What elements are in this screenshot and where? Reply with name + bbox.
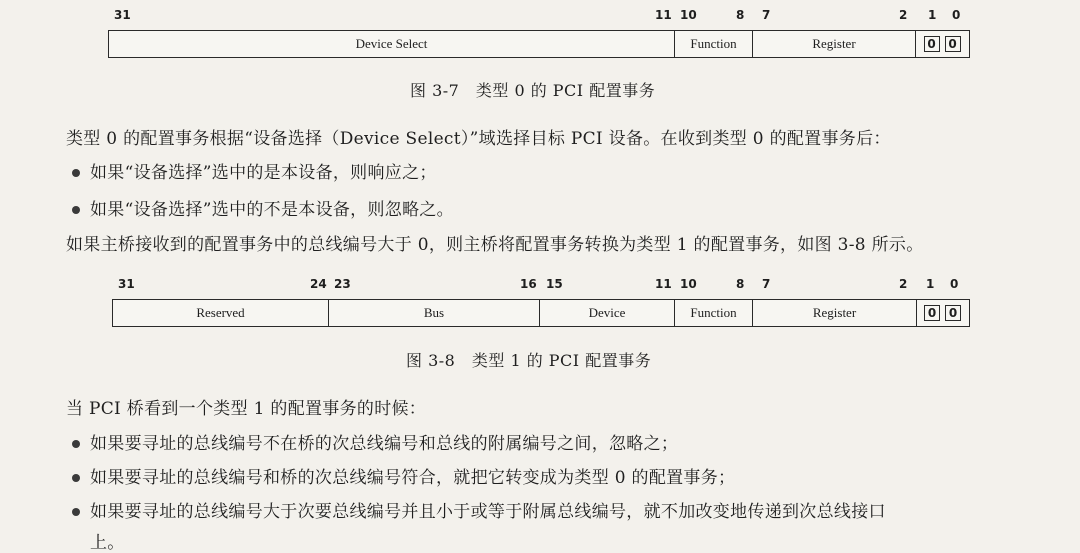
paragraph: 如果主桥接收到的配置事务中的总线编号大于 0，则主桥将配置事务转换为类型 1 的配置事务，如图 3-8 所示。 (66, 235, 924, 255)
bit-number: 10 (680, 277, 697, 291)
bit-numbers-row (0, 8, 1080, 28)
bit-number: 24 (310, 277, 327, 291)
bit-number: 0 (952, 8, 961, 22)
list-item (72, 195, 454, 220)
list-item (72, 429, 678, 454)
type0-register-layout (108, 30, 970, 58)
figure-caption: 图 3-7 类型 0 的 PCI 配置事务 (410, 81, 656, 100)
bullet-icon (72, 474, 80, 482)
list-item-text: 如果“设备选择”选中的不是本设备，则忽略之。 (90, 200, 454, 220)
list-item-continuation: 上。 (90, 533, 125, 553)
bit-number: 1 (926, 277, 935, 291)
bit-number: 8 (736, 277, 745, 291)
list-item (72, 158, 437, 183)
field-device: Device (540, 300, 675, 326)
type1-register-layout (112, 299, 970, 327)
list-item (72, 463, 735, 488)
bullet-icon (72, 206, 80, 214)
list-item-text: 如果要寻址的总线编号和桥的次总线编号符合，就把它转变成为类型 0 的配置事务； (90, 468, 736, 488)
field-bus: Bus (329, 300, 540, 326)
bit-number: 11 (655, 277, 672, 291)
field-type-bits (917, 300, 968, 326)
list-item-text: 如果要寻址的总线编号大于次要总线编号并且小于或等于附属总线编号，就不加改变地传递到次总线接口 (90, 502, 886, 522)
bullet-icon (72, 440, 80, 448)
field-device-select: Device Select (109, 31, 675, 57)
field-function: Function (675, 31, 753, 57)
paragraph: 当 PCI 桥看到一个类型 1 的配置事务的时候： (66, 399, 427, 419)
bullet-icon (72, 169, 80, 177)
field-register: Register (753, 31, 916, 57)
bit-number: 11 (655, 8, 672, 22)
bit-number: 0 (950, 277, 959, 291)
bit-number: 7 (762, 277, 771, 291)
list-item (72, 497, 886, 522)
bit-number: 16 (520, 277, 537, 291)
bit-zero: 0 (924, 36, 940, 52)
bit-number: 1 (928, 8, 937, 22)
bit-number: 2 (899, 277, 908, 291)
figure-caption: 图 3-8 类型 1 的 PCI 配置事务 (406, 351, 652, 370)
field-type-bits (916, 31, 968, 57)
field-register: Register (753, 300, 917, 326)
bit-zero: 0 (945, 36, 961, 52)
bit-zero: 0 (945, 305, 961, 321)
list-item-text: 如果“设备选择”选中的是本设备，则响应之； (90, 163, 437, 183)
bit-number: 10 (680, 8, 697, 22)
bit-number: 23 (334, 277, 351, 291)
bullet-icon (72, 508, 80, 516)
bit-number: 15 (546, 277, 563, 291)
bit-number: 8 (736, 8, 745, 22)
bit-zero: 0 (924, 305, 940, 321)
bit-number: 31 (114, 8, 131, 22)
paragraph: 类型 0 的配置事务根据“设备选择（Device Select）”域选择目标 PCI 设备。在收到类型 0 的配置事务后： (66, 129, 891, 149)
list-item-text: 如果要寻址的总线编号不在桥的次总线编号和总线的附属编号之间，忽略之； (90, 434, 679, 454)
bit-number: 2 (899, 8, 908, 22)
bit-number: 31 (118, 277, 135, 291)
bit-number: 7 (762, 8, 771, 22)
field-function: Function (675, 300, 753, 326)
bit-numbers-row (0, 277, 1080, 297)
field-reserved: Reserved (113, 300, 329, 326)
